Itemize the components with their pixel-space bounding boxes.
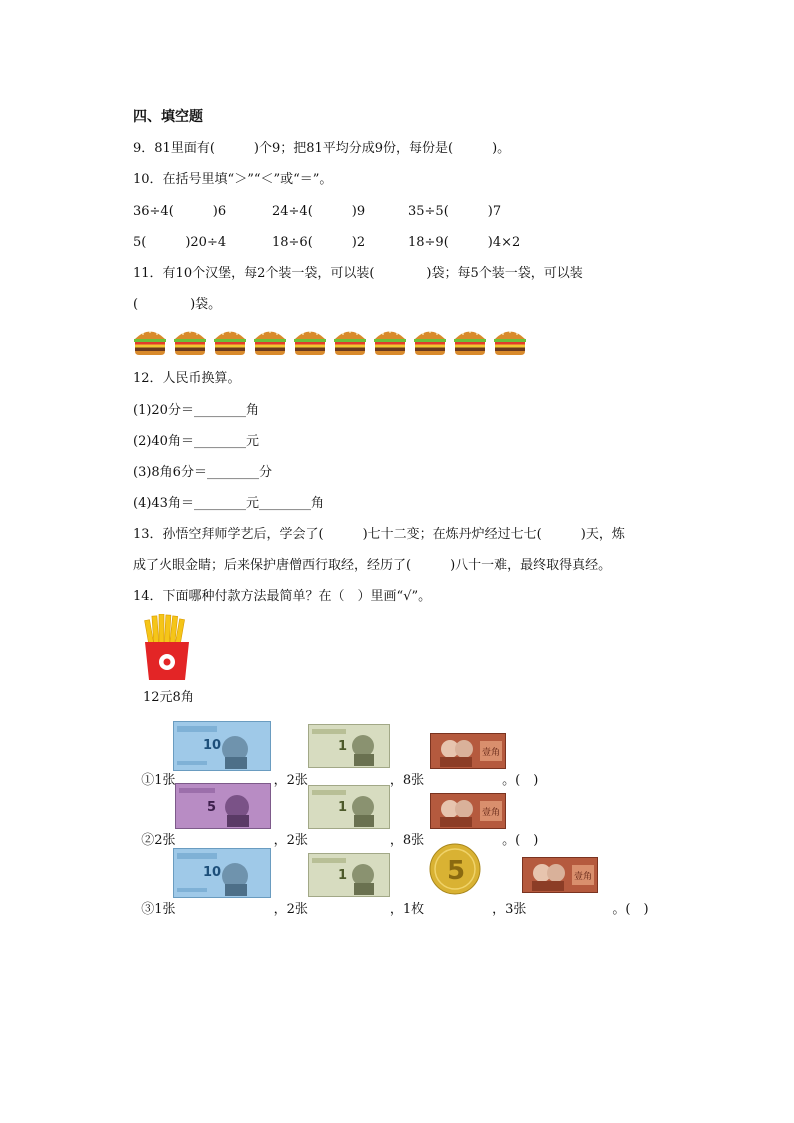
burger-icon bbox=[493, 326, 527, 356]
option-marker: ① bbox=[141, 773, 155, 788]
question-11-line1: 11．有10个汉堡，每2个装一袋，可以装( )袋；每5个装一袋，可以装 bbox=[133, 266, 583, 281]
option-text: ，1枚 bbox=[389, 902, 425, 917]
note-denomination: 壹角 bbox=[574, 872, 593, 882]
conversion-item: (3)8角6分＝________分 bbox=[133, 465, 272, 480]
conversion-item: (4)43角＝________元________角 bbox=[133, 496, 324, 511]
option-text: 1张 bbox=[154, 773, 176, 788]
option-text: ，2张 bbox=[273, 902, 308, 917]
option-text: ，2张 bbox=[273, 773, 308, 788]
note-denomination: 10 bbox=[203, 865, 222, 880]
one-yuan-note-icon bbox=[308, 853, 390, 897]
question-9: 9．81里面有( )个9；把81平均分成9份，每份是( )。 bbox=[133, 141, 511, 156]
five-jiao-coin-icon bbox=[429, 843, 481, 895]
comparison-cell: 24÷4( )9 bbox=[272, 204, 366, 219]
ten-yuan-note-icon bbox=[173, 721, 271, 771]
comparison-cell: 35÷5( )7 bbox=[408, 204, 502, 219]
burger-icon bbox=[333, 326, 367, 356]
answer-bracket[interactable]: 。( ) bbox=[612, 902, 649, 917]
option-text: 2张 bbox=[154, 833, 176, 848]
question-12-prompt: 12．人民币换算。 bbox=[133, 371, 241, 386]
coin-denomination: 5 bbox=[447, 856, 466, 886]
note-denomination: 壹角 bbox=[482, 748, 501, 758]
burger-icon bbox=[373, 326, 407, 356]
five-yuan-note-icon bbox=[175, 783, 271, 829]
one-yuan-note-icon bbox=[308, 785, 390, 829]
burger-icon bbox=[453, 326, 487, 356]
note-denomination: 1 bbox=[338, 739, 348, 754]
question-14-prompt: 14．下面哪种付款方法最简单？在（ ）里画“√”。 bbox=[133, 589, 432, 604]
comparison-cell: 5( )20÷4 bbox=[133, 235, 227, 250]
question-13-line1: 13．孙悟空拜师学艺后，学会了( )七十二变；在炼丹炉经过七七( )天，炼 bbox=[133, 527, 625, 542]
comparison-cell: 18÷9( )4×2 bbox=[408, 235, 521, 250]
option-marker: ② bbox=[141, 833, 155, 848]
one-jiao-note-icon bbox=[522, 857, 598, 893]
price-label: 12元8角 bbox=[143, 690, 194, 705]
option-marker: ③ bbox=[141, 902, 155, 917]
option-text: ，8张 bbox=[389, 773, 425, 788]
conversion-item: (2)40角＝________元 bbox=[133, 434, 259, 449]
conversion-item: (1)20分＝________角 bbox=[133, 403, 259, 418]
one-jiao-note-icon bbox=[430, 793, 506, 829]
question-11-line2: ( )袋。 bbox=[133, 297, 222, 312]
one-yuan-note-icon bbox=[308, 724, 390, 768]
one-jiao-note-icon bbox=[430, 733, 506, 769]
fries-icon bbox=[142, 614, 192, 682]
question-13-line2: 成了火眼金睛；后来保护唐僧西行取经，经历了( )八十一难，最终取得真经。 bbox=[133, 558, 612, 573]
burger-icon bbox=[413, 326, 447, 356]
comparison-cell: 18÷6( )2 bbox=[272, 235, 366, 250]
burger-icon bbox=[213, 326, 247, 356]
note-denomination: 10 bbox=[203, 738, 222, 753]
option-text: ，8张 bbox=[389, 833, 425, 848]
note-denomination: 1 bbox=[338, 800, 348, 815]
answer-bracket[interactable]: 。( ) bbox=[502, 833, 539, 848]
note-denomination: 5 bbox=[207, 800, 217, 815]
burger-icon bbox=[293, 326, 327, 356]
option-text: ，2张 bbox=[273, 833, 308, 848]
question-10-prompt: 10．在括号里填“＞”“＜”或“＝”。 bbox=[133, 172, 333, 187]
ten-yuan-note-icon bbox=[173, 848, 271, 898]
comparison-cell: 36÷4( )6 bbox=[133, 204, 227, 219]
burger-icon bbox=[133, 326, 167, 356]
option-text: 1张 bbox=[154, 902, 176, 917]
section-title: 四、填空题 bbox=[133, 109, 203, 125]
note-denomination: 1 bbox=[338, 868, 348, 883]
burger-icon bbox=[173, 326, 207, 356]
burger-icon bbox=[253, 326, 287, 356]
answer-bracket[interactable]: 。( ) bbox=[502, 773, 539, 788]
option-text: ，3张 bbox=[492, 902, 527, 917]
note-denomination: 壹角 bbox=[482, 808, 501, 818]
